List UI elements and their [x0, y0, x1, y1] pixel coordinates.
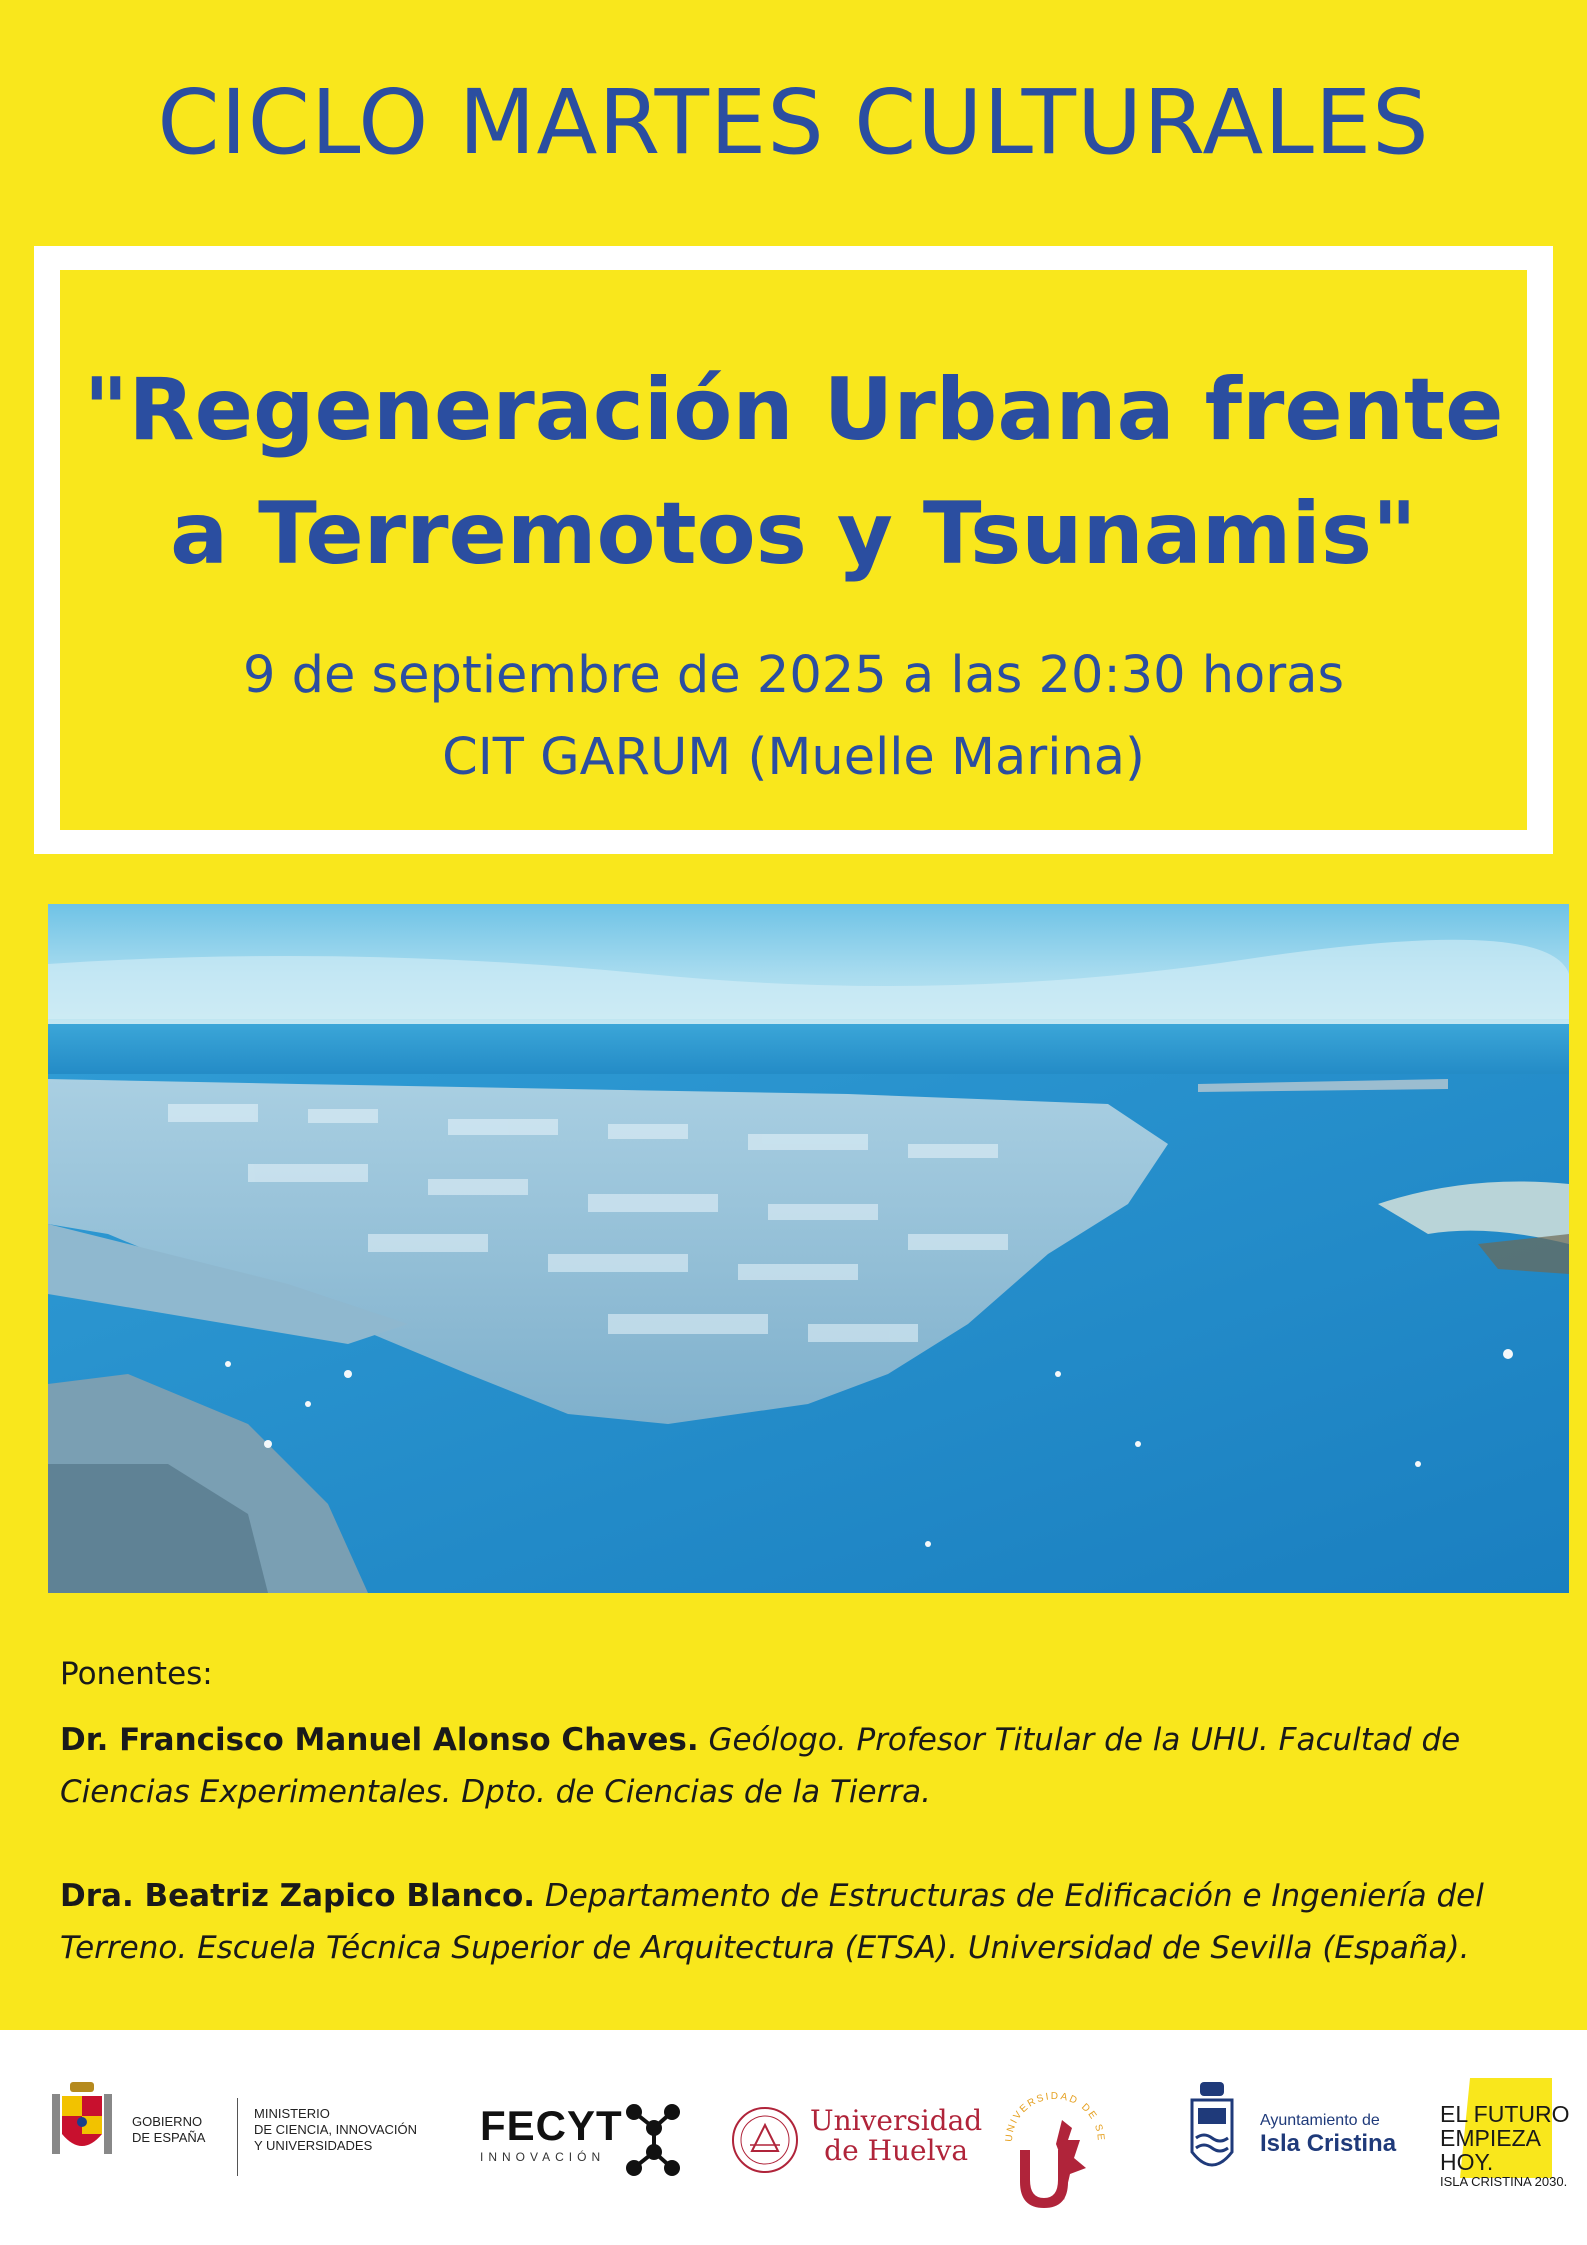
spain-coat-of-arms-icon — [48, 2082, 116, 2164]
ministerio-line1: MINISTERIO — [254, 2106, 330, 2121]
fecyt-sub: INNOVACIÓN — [480, 2150, 606, 2164]
event-title — [60, 348, 1527, 596]
speaker-1-name: Dr. Francisco Manuel Alonso Chaves. — [60, 1722, 699, 1758]
fecyt-name: FECYT — [480, 2102, 623, 2149]
ayuntamiento-line1: Ayuntamiento de — [1260, 2112, 1380, 2129]
speakers-heading: Ponentes: — [60, 1656, 213, 1692]
sponsor-footer — [0, 2030, 1587, 2245]
ministerio-text — [254, 2106, 417, 2154]
futuro-line3: ISLA CRISTINA 2030. — [1440, 2174, 1568, 2189]
aerial-town-photo — [48, 904, 1569, 1593]
ministerio-line2: DE CIENCIA, INNOVACIÓN — [254, 2122, 418, 2137]
event-date-time: 9 de septiembre de 2025 a las 20:30 horas — [242, 646, 1345, 705]
uhu-seal-icon — [730, 2105, 800, 2179]
gobierno-line1: GOBIERNO — [132, 2114, 203, 2129]
futuro-logo — [1440, 2078, 1570, 2189]
us-ring-text: UNIVERSIDAD DE SE — [1003, 2090, 1107, 2143]
series-title: CICLO MARTES CULTURALES — [157, 70, 1430, 174]
divider — [237, 2098, 238, 2176]
fecyt-logo — [480, 2102, 623, 2164]
event-box — [60, 270, 1527, 830]
event-title-line2: a Terremotos y Tsunamis" — [170, 484, 1417, 584]
speakers-section — [60, 1648, 1540, 2026]
speaker-2-description: Departamento de Estructuras de Edificación e Ingeniería del Terreno. Escuela Técnica Superior de Arquitectura (ETSA). Universidad de Sevilla (España). — [60, 1878, 1484, 1966]
futuro-line2: EMPIEZA HOY. — [1440, 2125, 1540, 2175]
speaker-1-description: Geólogo. Profesor Titular de la UHU. Facultad de Ciencias Experimentales. Dpto. de Ciencias de la Tierra. — [60, 1722, 1461, 1810]
speaker-2-name: Dra. Beatriz Zapico Blanco. — [60, 1878, 536, 1914]
svg-text:UNIVERSIDAD DE SEVILLA — [1000, 2080, 1106, 2143]
event-frame — [34, 246, 1553, 854]
us-logo — [1000, 2080, 1110, 2219]
gobierno-line2: DE ESPAÑA — [132, 2130, 206, 2145]
isla-cristina-shield-icon — [1188, 2082, 1236, 2186]
uhu-line1: Universidad — [810, 2104, 983, 2137]
event-title-line1: "Regeneración Urbana frente — [83, 360, 1504, 460]
ministerio-line3: Y UNIVERSIDADES — [254, 2138, 373, 2153]
gobierno-logo — [48, 2082, 116, 2168]
gobierno-text — [132, 2114, 205, 2146]
fecyt-molecule-icon — [620, 2094, 682, 2190]
event-venue: CIT GARUM (Muelle Marina) — [442, 728, 1145, 787]
uhu-line2: de Huelva — [824, 2134, 969, 2167]
uhu-text — [810, 2106, 982, 2166]
speaker-2 — [60, 1870, 1540, 1974]
ayuntamiento-text — [1260, 2112, 1396, 2158]
futuro-line1: EL FUTURO — [1440, 2101, 1570, 2127]
speaker-1 — [60, 1714, 1540, 1818]
ayuntamiento-line2: Isla Cristina — [1260, 2130, 1397, 2157]
